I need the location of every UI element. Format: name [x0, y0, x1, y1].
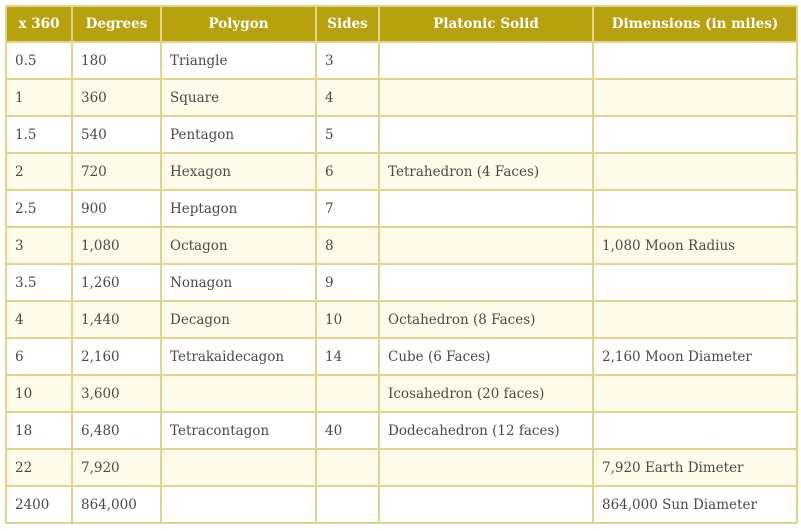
column-header-dimensions: Dimensions (in miles): [593, 6, 797, 42]
cell-polygon: Pentagon: [161, 116, 316, 153]
table-row: [6, 301, 797, 338]
cell-degrees: 360: [72, 79, 161, 116]
column-header-polygon: Polygon: [161, 6, 316, 42]
cell-x360: 3: [6, 227, 72, 264]
cell-sides: 14: [316, 338, 379, 375]
cell-sides: [316, 375, 379, 412]
cell-x360: 18: [6, 412, 72, 449]
table-row: [6, 449, 797, 486]
cell-polygon: [161, 486, 316, 523]
cell-dimensions: [593, 375, 797, 412]
table-row: [6, 375, 797, 412]
cell-polygon: Tetrakaidecagon: [161, 338, 316, 375]
cell-sides: [316, 486, 379, 523]
cell-platonic-solid: [379, 486, 593, 523]
cell-sides: 10: [316, 301, 379, 338]
cell-x360: 22: [6, 449, 72, 486]
cell-platonic-solid: [379, 42, 593, 79]
table-row: [6, 190, 797, 227]
cell-dimensions: [593, 79, 797, 116]
cell-platonic-solid: [379, 227, 593, 264]
cell-x360: 4: [6, 301, 72, 338]
cell-degrees: 900: [72, 190, 161, 227]
cell-polygon: [161, 449, 316, 486]
cell-polygon: [161, 375, 316, 412]
data-table-container: [5, 5, 796, 524]
cell-sides: 40: [316, 412, 379, 449]
cell-sides: 8: [316, 227, 379, 264]
cell-polygon: Nonagon: [161, 264, 316, 301]
table-row: [6, 116, 797, 153]
cell-dimensions: 1,080 Moon Radius: [593, 227, 797, 264]
cell-platonic-solid: [379, 116, 593, 153]
cell-degrees: 720: [72, 153, 161, 190]
cell-degrees: 540: [72, 116, 161, 153]
column-header-sides: Sides: [316, 6, 379, 42]
cell-x360: 1.5: [6, 116, 72, 153]
cell-platonic-solid: [379, 79, 593, 116]
cell-polygon: Tetracontagon: [161, 412, 316, 449]
table-row: [6, 264, 797, 301]
cell-sides: 3: [316, 42, 379, 79]
cell-platonic-solid: Dodecahedron (12 faces): [379, 412, 593, 449]
cell-platonic-solid: Cube (6 Faces): [379, 338, 593, 375]
table-row: [6, 79, 797, 116]
cell-x360: 10: [6, 375, 72, 412]
cell-degrees: 864,000: [72, 486, 161, 523]
column-header-degrees: Degrees: [72, 6, 161, 42]
cell-x360: 6: [6, 338, 72, 375]
table-row: [6, 227, 797, 264]
cell-degrees: 1,440: [72, 301, 161, 338]
column-header-platonic-solid: Platonic Solid: [379, 6, 593, 42]
cell-platonic-solid: Octahedron (8 Faces): [379, 301, 593, 338]
cell-x360: 3.5: [6, 264, 72, 301]
cell-degrees: 2,160: [72, 338, 161, 375]
cell-dimensions: [593, 412, 797, 449]
cell-degrees: 1,260: [72, 264, 161, 301]
cell-polygon: Octagon: [161, 227, 316, 264]
cell-degrees: 3,600: [72, 375, 161, 412]
cell-x360: 2: [6, 153, 72, 190]
cell-dimensions: [593, 153, 797, 190]
cell-x360: 0.5: [6, 42, 72, 79]
cell-sides: [316, 449, 379, 486]
table-row: [6, 412, 797, 449]
cell-dimensions: 864,000 Sun Diameter: [593, 486, 797, 523]
cell-sides: 6: [316, 153, 379, 190]
cell-polygon: Square: [161, 79, 316, 116]
cell-dimensions: 2,160 Moon Diameter: [593, 338, 797, 375]
table-body: [6, 42, 797, 523]
table-row: [6, 42, 797, 79]
cell-degrees: 180: [72, 42, 161, 79]
cell-polygon: Heptagon: [161, 190, 316, 227]
cell-sides: 5: [316, 116, 379, 153]
cell-platonic-solid: [379, 449, 593, 486]
data-table: [5, 5, 798, 524]
cell-sides: 4: [316, 79, 379, 116]
table-header: [6, 6, 797, 42]
cell-degrees: 6,480: [72, 412, 161, 449]
cell-platonic-solid: [379, 264, 593, 301]
cell-platonic-solid: Icosahedron (20 faces): [379, 375, 593, 412]
cell-dimensions: 7,920 Earth Dimeter: [593, 449, 797, 486]
cell-x360: 1: [6, 79, 72, 116]
cell-platonic-solid: Tetrahedron (4 Faces): [379, 153, 593, 190]
cell-dimensions: [593, 301, 797, 338]
cell-dimensions: [593, 190, 797, 227]
cell-sides: 9: [316, 264, 379, 301]
header-row: [6, 6, 797, 42]
cell-dimensions: [593, 116, 797, 153]
column-header-x360: x 360: [6, 6, 72, 42]
table-row: [6, 338, 797, 375]
table-row: [6, 153, 797, 190]
table-row: [6, 486, 797, 523]
cell-dimensions: [593, 42, 797, 79]
cell-sides: 7: [316, 190, 379, 227]
cell-platonic-solid: [379, 190, 593, 227]
cell-x360: 2400: [6, 486, 72, 523]
cell-dimensions: [593, 264, 797, 301]
cell-polygon: Decagon: [161, 301, 316, 338]
cell-degrees: 1,080: [72, 227, 161, 264]
cell-polygon: Triangle: [161, 42, 316, 79]
cell-polygon: Hexagon: [161, 153, 316, 190]
cell-degrees: 7,920: [72, 449, 161, 486]
cell-x360: 2.5: [6, 190, 72, 227]
